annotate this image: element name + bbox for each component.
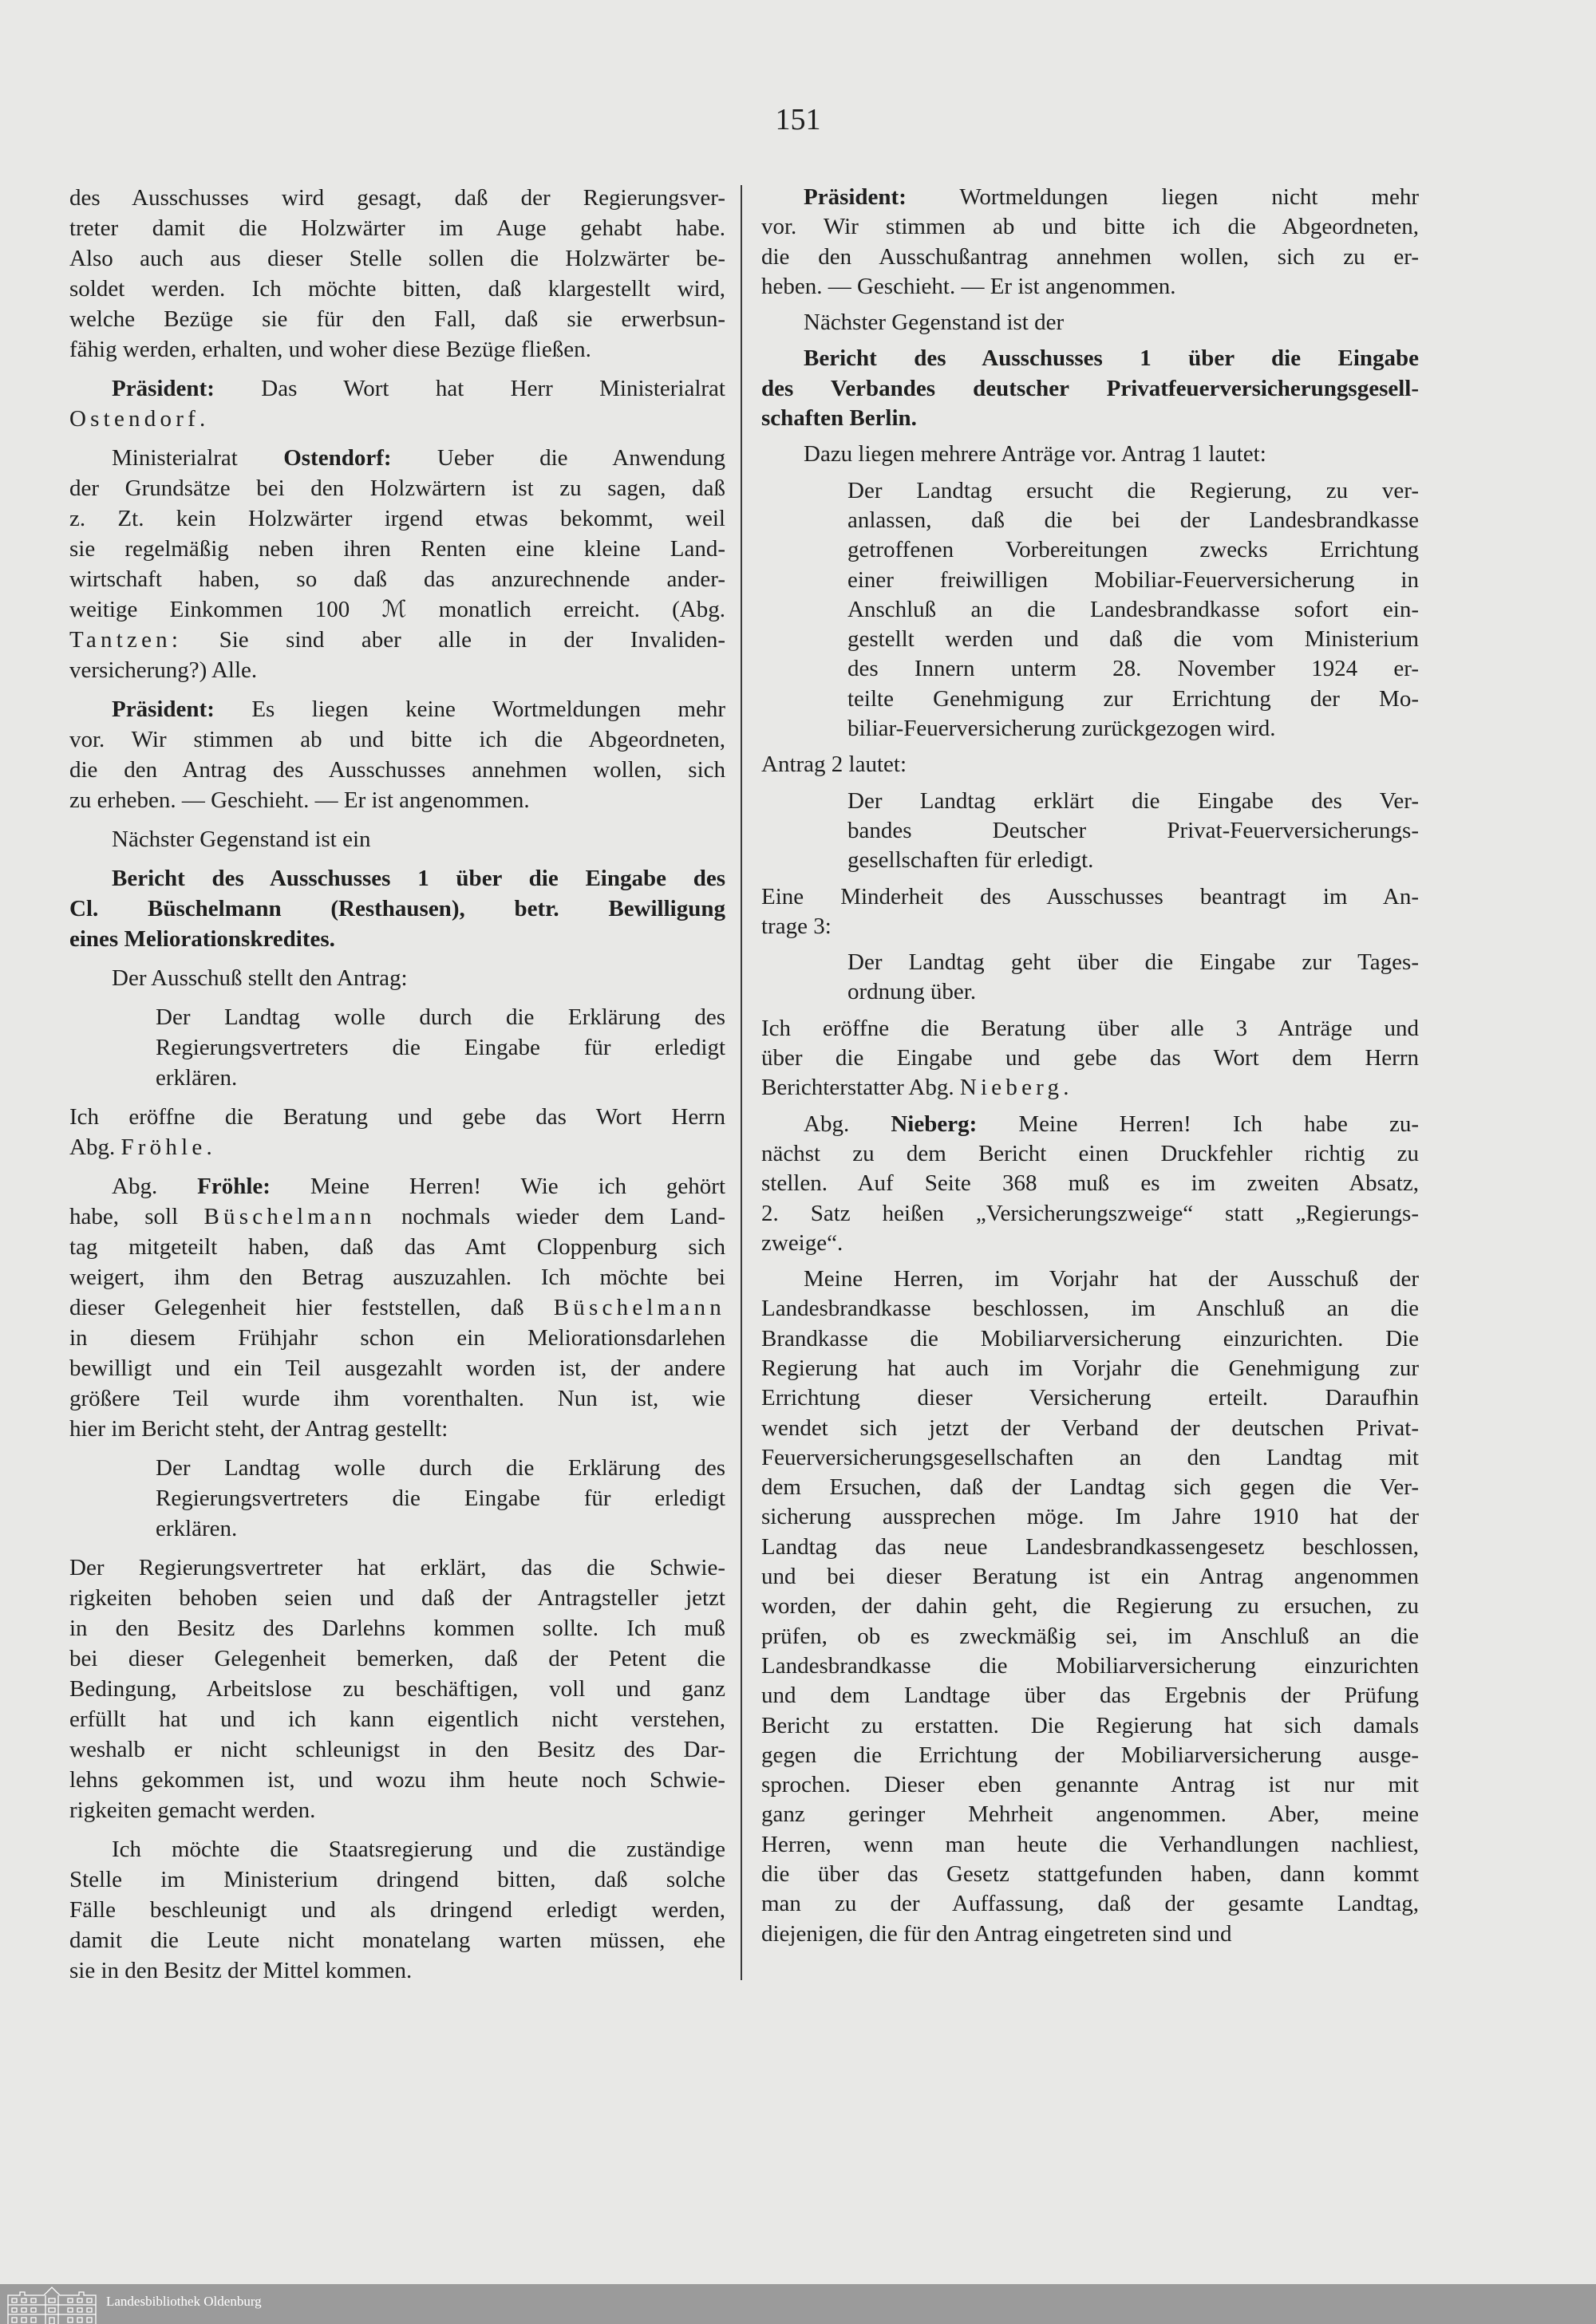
- text-line: Regierung hat auch im Vorjahr die Genehmigung zur: [761, 1355, 1419, 1381]
- text-line: wirtschaft haben, so daß das anzurechnende ander-: [69, 566, 725, 592]
- text-line: z. Zt. kein Holzwärter irgend etwas bekommt, weil: [69, 506, 725, 531]
- text-line: hier im Bericht steht, der Antrag gestellt:: [69, 1416, 448, 1442]
- text-line: gestellt werden und daß die vom Ministerium: [847, 626, 1419, 653]
- text-line: Landesbrandkasse beschlossen, im Anschluß an die: [761, 1296, 1419, 1322]
- library-name: Landesbibliothek Oldenburg: [106, 2294, 262, 2309]
- text-line: über die Eingabe und gebe das Wort dem Herrn: [761, 1045, 1419, 1071]
- text-line: trage 3:: [761, 913, 832, 939]
- text-line: rigkeiten gemacht werden.: [69, 1797, 316, 1823]
- text-line: Der Landtag wolle durch die Erklärung des: [156, 1004, 725, 1030]
- text-line: [69, 1132, 725, 1162]
- text-line: des Ausschusses wird gesagt, daß der Regierungsver-: [69, 185, 725, 211]
- text-line: Ich möchte die Staatsregierung und die zuständige: [112, 1837, 725, 1862]
- text-line: [69, 1292, 725, 1323]
- spaced-name: Büschelmann: [553, 1295, 725, 1320]
- right-column: [761, 183, 1419, 1955]
- text-line: 2. Satz heißen „Versicherungszweige“ statt „Regierungs-: [761, 1200, 1419, 1226]
- text-line: stellen. Auf Seite 368 muß es im zweiten Absatz,: [761, 1170, 1419, 1197]
- text-line: Der Landtag erklärt die Eingabe des Ver-: [847, 787, 1419, 814]
- text-line: eines Meliorationskredites.: [69, 926, 335, 952]
- paragraph: [761, 1014, 1419, 1103]
- text-line: erklären.: [156, 1516, 238, 1541]
- text-line: Der Landtag ersucht die Regierung, zu ver-: [847, 477, 1419, 503]
- text-segment: Es liegen keine Wortmeldungen mehr: [214, 696, 725, 722]
- text-line: dem Ersuchen, daß der Landtag sich gegen die Ver-: [761, 1474, 1419, 1501]
- text-line: Landtag das neue Landesbrandkassengesetz beschlossen,: [761, 1533, 1419, 1560]
- text-line: Dazu liegen mehrere Anträge vor. Antrag 1 lautet:: [804, 441, 1266, 468]
- text-line: sie regelmäßig neben ihren Renten eine kleine Land-: [69, 536, 725, 562]
- text-line: sie in den Besitz der Mittel kommen.: [69, 1958, 413, 1983]
- text-line: heben. — Geschieht. — Er ist angenommen.: [761, 273, 1176, 299]
- text-line: erfüllt hat und ich kann eigentlich nicht verstehen,: [69, 1707, 725, 1732]
- text-line: [69, 694, 725, 724]
- text-line: [69, 443, 725, 473]
- text-line: Bedingung, Arbeitslose zu beschäftigen, voll und ganz: [69, 1676, 725, 1702]
- text-segment: Sie sind aber alle in der Invaliden-: [182, 627, 725, 653]
- text-line: Eine Minderheit des Ausschusses beantragt im An-: [761, 883, 1419, 909]
- speaker-name: Fröhle:: [197, 1174, 271, 1199]
- text-segment: Abg.: [804, 1111, 891, 1137]
- text-line: Der Ausschuß stellt den Antrag:: [112, 965, 408, 991]
- text-line: Ich eröffne die Beratung über alle 3 Anträge und: [761, 1015, 1419, 1041]
- text-line: in den Besitz des Darlehns kommen sollte. Ich muß: [69, 1616, 725, 1641]
- page-number: 151: [775, 103, 821, 136]
- text-segment: Meine Herren! Wie ich gehört: [270, 1174, 726, 1199]
- speaker-name: Präsident:: [112, 696, 215, 722]
- text-line: und bei dieser Beratung ist ein Antrag angenommen: [761, 1564, 1419, 1590]
- text-line: weshalb er nicht schleunigst in den Besitz des Dar-: [69, 1737, 725, 1762]
- text-line: ordnung über.: [847, 979, 977, 1005]
- text-line: wendet sich jetzt der Verband der deutschen Privat-: [761, 1415, 1419, 1441]
- text-line: Bericht des Ausschusses 1 über die Eingabe des: [112, 866, 725, 891]
- speaker-name: Nieberg:: [891, 1111, 978, 1137]
- footer-bar: [0, 2284, 1596, 2324]
- paragraph: [761, 440, 1419, 469]
- text-line: die den Ausschußantrag annehmen wollen, sich zu er-: [761, 243, 1419, 270]
- section-heading: [69, 863, 725, 954]
- paragraph: [69, 824, 725, 854]
- text-line: in diesem Frühjahr schon ein Meliorationsdarlehen: [69, 1325, 725, 1351]
- text-line: ganz geringer Mehrheit angenommen. Aber, meine: [761, 1801, 1419, 1828]
- text-line: [69, 404, 725, 434]
- text-line: versicherung?) Alle.: [69, 657, 258, 683]
- text-line: biliar-Feuerversicherung zurückgezogen wird.: [847, 716, 1276, 742]
- text-line: Feuerversicherungsgesellschaften an den Landtag mit: [761, 1444, 1419, 1470]
- paragraph: [69, 443, 725, 685]
- text-line: weigert, ihm den Betrag auszuzahlen. Ich möchte bei: [69, 1265, 725, 1290]
- text-line: [69, 1201, 725, 1232]
- text-line: Der Regierungsvertreter hat erklärt, das die Schwie-: [69, 1555, 725, 1580]
- text-line: Anschluß an die Landesbrandkasse sofort ein-: [847, 596, 1419, 622]
- text-line: damit die Leute nicht monatelang warten müssen, ehe: [69, 1927, 725, 1953]
- text-segment: nochmals wieder dem Land-: [375, 1204, 725, 1229]
- text-line: vor. Wir stimmen ab und bitte ich die Abgeordneten,: [761, 214, 1419, 240]
- spaced-name: Ostendorf.: [69, 406, 210, 432]
- text-line: gesellschaften für erledigt.: [847, 847, 1094, 874]
- text-line: [69, 373, 725, 404]
- text-line: Regierungsvertreters die Eingabe für erledigt: [156, 1486, 725, 1511]
- text-segment: Ministerialrat: [112, 445, 284, 471]
- text-line: die den Antrag des Ausschusses annehmen wollen, sich: [69, 757, 725, 783]
- text-line: treter damit die Holzwärter im Auge gehabt habe.: [69, 215, 725, 241]
- text-line: Ich eröffne die Beratung und gebe das Wort Herrn: [69, 1104, 725, 1130]
- paragraph: [761, 183, 1419, 302]
- paragraph: [69, 373, 725, 434]
- spaced-name: Fröhle.: [120, 1134, 216, 1160]
- paragraph: [761, 476, 1419, 744]
- text-line: Cl. Büschelmann (Resthausen), betr. Bewilligung: [69, 896, 725, 921]
- text-line: bewilligt und ein Teil ausgezahlt worden ist, der andere: [69, 1355, 725, 1381]
- text-line: [761, 183, 1419, 212]
- text-line: tag mitgeteilt haben, daß das Amt Cloppenburg sich: [69, 1234, 725, 1260]
- text-line: Stelle im Ministerium dringend bitten, daß solche: [69, 1867, 725, 1892]
- text-line: lehns gekommen ist, und wozu ihm heute noch Schwie-: [69, 1767, 725, 1793]
- text-line: Errichtung dieser Versicherung erteilt. Daraufhin: [761, 1385, 1419, 1411]
- text-line: erklären.: [156, 1065, 238, 1091]
- text-line: Der Landtag geht über die Eingabe zur Tages-: [847, 949, 1419, 976]
- text-line: Bericht des Ausschusses 1 über die Eingabe: [804, 345, 1419, 372]
- text-line: welche Bezüge sie für den Fall, daß sie erwerbsun-: [69, 306, 725, 332]
- text-line: sprochen. Dieser eben genannte Antrag ist nur mit: [761, 1772, 1419, 1798]
- paragraph: [69, 183, 725, 365]
- text-line: Antrag 2 lautet:: [761, 752, 907, 778]
- speaker-name: Präsident:: [804, 184, 907, 210]
- paragraph: [761, 787, 1419, 876]
- text-line: Landesbrandkasse die Mobiliarversicherung einzurichten: [761, 1652, 1419, 1679]
- text-line: soldet werden. Ich möchte bitten, daß klargestellt wird,: [69, 276, 725, 302]
- text-line: größere Teil wurde ihm vorenthalten. Nun ist, wie: [69, 1386, 725, 1411]
- paragraph: [761, 1265, 1419, 1949]
- text-line: fähig werden, erhalten, und woher diese Bezüge fließen.: [69, 337, 591, 362]
- speaker-name: Präsident:: [112, 376, 215, 401]
- left-column: [69, 183, 725, 1995]
- paragraph: [69, 1553, 725, 1825]
- text-line: des Verbandes deutscher Privatfeuerversicherungsgesell-: [761, 375, 1419, 401]
- text-line: weitige Einkommen 100 ℳ monatlich erreicht. (Abg.: [69, 597, 725, 622]
- text-line: gegen die Errichtung der Mobiliarversicherung ausge-: [761, 1742, 1419, 1768]
- text-segment: Berichterstatter Abg.: [761, 1075, 960, 1101]
- text-line: getroffenen Vorbereitungen zwecks Errichtung: [847, 537, 1419, 563]
- text-line: worden, der dahin geht, die Regierung zu ersuchen, zu: [761, 1593, 1419, 1620]
- text-line: und dem Landtage über das Ergebnis der Prüfung: [761, 1683, 1419, 1709]
- text-line: rigkeiten behoben seien und daß der Antragsteller jetzt: [69, 1585, 725, 1611]
- text-segment: Abg.: [69, 1134, 121, 1160]
- text-segment: Ueber die Anwendung: [391, 445, 726, 471]
- text-line: Regierungsvertreters die Eingabe für erledigt: [156, 1035, 725, 1060]
- paragraph: [69, 963, 725, 993]
- text-line: Der Landtag wolle durch die Erklärung des: [156, 1455, 725, 1481]
- text-line: Meine Herren, im Vorjahr hat der Ausschuß der: [804, 1266, 1419, 1292]
- text-line: bandes Deutscher Privat-Feuerversicherungs-: [847, 817, 1419, 843]
- library-building-logo-icon: [6, 2286, 98, 2324]
- text-line: einer freiwilligen Mobiliar-Feuerversicherung in: [847, 566, 1419, 593]
- text-line: die über das Gesetz stattgefunden haben, dann kommt: [761, 1861, 1419, 1888]
- text-line: Nächster Gegenstand ist der: [804, 310, 1065, 336]
- text-line: [761, 1073, 1419, 1103]
- text-line: bei dieser Gelegenheit bemerken, daß der Petent die: [69, 1646, 725, 1671]
- paragraph: [69, 1002, 725, 1093]
- text-segment: Abg.: [112, 1174, 198, 1199]
- paragraph: [69, 1102, 725, 1162]
- paragraph: [69, 1453, 725, 1544]
- text-segment: Wortmeldungen liegen nicht mehr: [906, 184, 1419, 210]
- text-line: man zu der Auffassung, daß der gesamte Landtag,: [761, 1891, 1419, 1917]
- text-line: teilte Genehmigung zur Errichtung der Mo-: [847, 685, 1419, 712]
- text-line: zweige“.: [761, 1229, 843, 1256]
- paragraph: [69, 1834, 725, 1986]
- section-heading: [761, 344, 1419, 433]
- text-line: anlassen, daß die bei der Landesbrandkasse: [847, 507, 1419, 533]
- column-divider: [741, 185, 742, 1980]
- paragraph: [761, 308, 1419, 337]
- text-line: diejenigen, die für den Antrag eingetreten sind und: [761, 1920, 1232, 1947]
- spaced-name: Tantzen:: [69, 627, 183, 653]
- paragraph: [761, 882, 1419, 942]
- text-line: der Grundsätze bei den Holzwärtern ist zu sagen, daß: [69, 475, 725, 501]
- text-line: nächst zu dem Bericht einen Druckfehler richtig zu: [761, 1140, 1419, 1166]
- text-segment: Das Wort hat Herr Ministerialrat: [214, 376, 725, 401]
- paragraph: [69, 1171, 725, 1444]
- text-line: Fälle beschleunigt und als dringend erledigt werden,: [69, 1897, 725, 1923]
- text-line: Nächster Gegenstand ist ein: [112, 827, 371, 852]
- text-line: vor. Wir stimmen ab und bitte ich die Abgeordneten,: [69, 727, 725, 752]
- paragraph: [761, 750, 1419, 779]
- speaker-name: Ostendorf:: [283, 445, 392, 471]
- paragraph: [761, 948, 1419, 1008]
- paragraph: [69, 694, 725, 815]
- text-line: [761, 1110, 1419, 1139]
- text-line: Bericht zu erstatten. Die Regierung hat sich damals: [761, 1712, 1419, 1738]
- paragraph: [761, 1110, 1419, 1258]
- text-line: Brandkasse die Mobiliarversicherung einzurichten. Die: [761, 1325, 1419, 1351]
- text-line: Also auch aus dieser Stelle sollen die Holzwärter be-: [69, 246, 725, 271]
- text-line: prüfen, ob es zweckmäßig sei, im Anschluß an die: [761, 1623, 1419, 1649]
- text-line: zu erheben. — Geschieht. — Er ist angenommen.: [69, 787, 530, 813]
- text-line: sicherung aussprechen möge. Im Jahre 1910 hat der: [761, 1504, 1419, 1530]
- spaced-name: Büschelmann: [203, 1204, 376, 1229]
- spaced-name: Nieberg.: [959, 1075, 1073, 1101]
- text-line: schaften Berlin.: [761, 405, 917, 432]
- text-segment: Meine Herren! Ich habe zu-: [977, 1111, 1419, 1137]
- text-line: [69, 625, 725, 655]
- text-line: des Innern unterm 28. November 1924 er-: [847, 656, 1419, 682]
- text-segment: dieser Gelegenheit hier feststellen, daß: [69, 1295, 554, 1320]
- text-line: Herren, wenn man heute die Verhandlungen nachliest,: [761, 1831, 1419, 1857]
- text-segment: habe, soll: [69, 1204, 204, 1229]
- text-line: [69, 1171, 725, 1201]
